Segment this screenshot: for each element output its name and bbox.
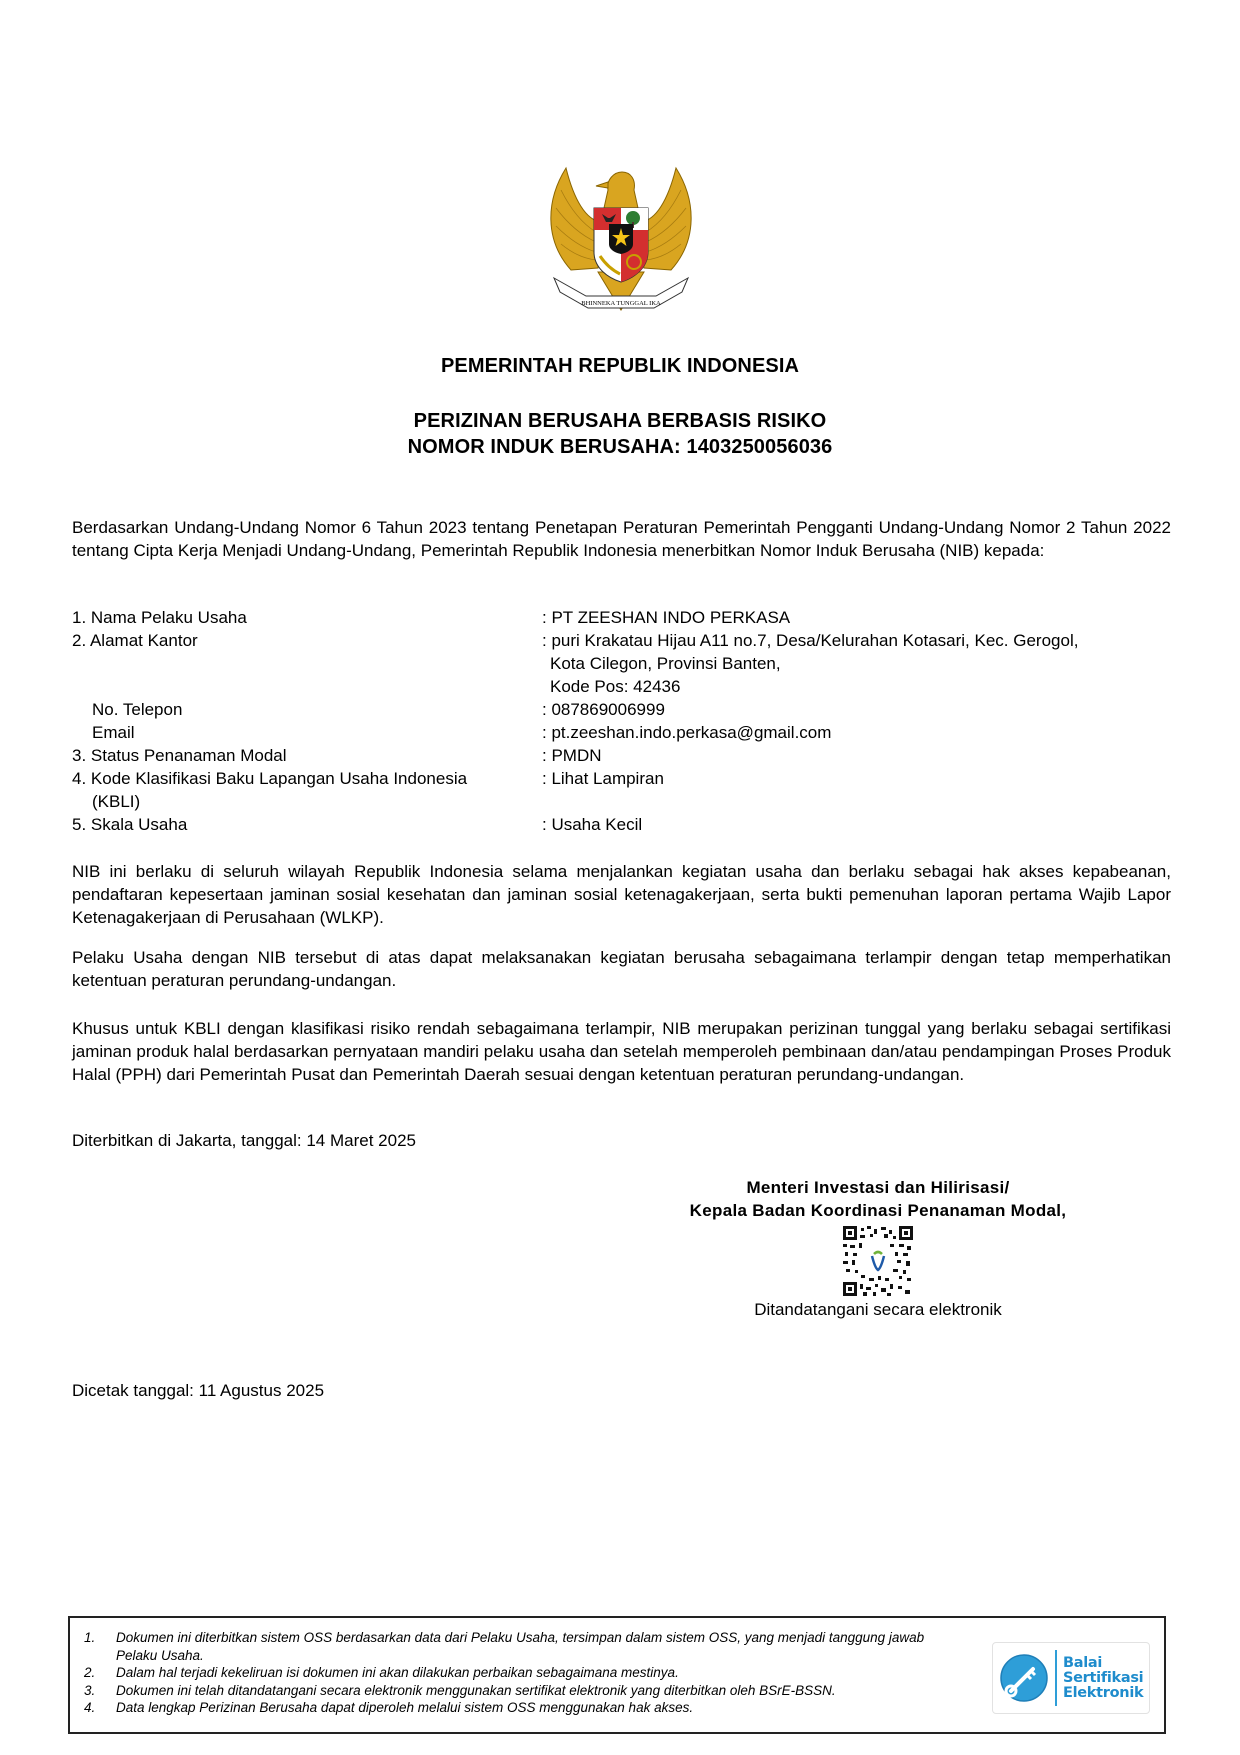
field-row-kbli <box>72 767 1172 813</box>
key-icon <box>999 1653 1049 1703</box>
field-label <box>72 767 542 813</box>
note-text: Data lengkap Perizinan Berusaha dapat diperoleh melalui sistem OSS menggunakan hak akses. <box>116 1700 694 1715</box>
field-value <box>542 629 1172 698</box>
field-value: : PMDN <box>542 746 602 765</box>
note-text-line: Pelaku Usaha. <box>116 1647 204 1663</box>
footer-note <box>84 1699 984 1717</box>
field-row-skala <box>72 813 1172 836</box>
document-title: PERIZINAN BERUSAHA BERBASIS RISIKO <box>413 410 827 432</box>
field-value: : pt.zeeshan.indo.perkasa@gmail.com <box>542 723 832 742</box>
field-row-email <box>72 721 1172 744</box>
electronic-signature-note: Ditandatangani secara elektronik <box>754 1300 1002 1319</box>
bsre-text-line: Elektronik <box>1063 1684 1144 1701</box>
note-text: Dokumen ini telah ditandatangani secara elektronik menggunakan sertifikat elektronik yang diterbitkan oleh BSrE-BSSN. <box>116 1682 836 1698</box>
note-text: Dalam hal terjadi kekeliruan isi dokumen ini akan dilakukan perbaikan sebagaimana mestinya. <box>116 1665 679 1680</box>
qr-code-icon <box>843 1226 913 1296</box>
business-activity-paragraph: Pelaku Usaha dengan NIB tersebut di atas dapat melaksanakan kegiatan berusaha sebagaimana terlampir dengan tetap memperhatikan ketentuan peraturan perundang-undangan. <box>72 948 1171 990</box>
field-row-nama <box>72 606 1172 629</box>
footer-notes-list <box>84 1629 984 1717</box>
bsre-text-line: Sertifikasi <box>1063 1669 1144 1686</box>
logo-divider <box>1055 1650 1057 1706</box>
business-info-list <box>72 606 1172 836</box>
signatory-role-line2: Kepala Badan Koordinasi Penanaman Modal, <box>689 1201 1067 1220</box>
field-value: : Lihat Lampiran <box>542 769 664 788</box>
field-label: No. Telepon <box>92 700 183 719</box>
field-label: 3. Status Penanaman Modal <box>72 746 287 765</box>
field-value: : PT ZEESHAN INDO PERKASA <box>542 608 791 627</box>
note-number: 4. <box>84 1700 96 1715</box>
bsre-logo <box>992 1642 1150 1714</box>
address-line: Kode Pos: 42436 <box>550 677 681 696</box>
halal-certification-paragraph: Khusus untuk KBLI dengan klasifikasi risiko rendah sebagaimana terlampir, NIB merupakan perizinan tunggal yang berlaku sebagai sertifikasi jaminan produk halal berdasarkan pernyataan mandiri pelaku usaha dan setelah memperoleh pembinaan dan/atau pendampingan Proses Produk Halal (PPH) dari Pemerintah Pusat dan Pemerintah Daerah sesuai dengan ketentuan peraturan perundang-undangan. <box>72 1019 1171 1084</box>
address-line: : puri Krakatau Hijau A11 no.7, Desa/Kelurahan Kotasari, Kec. Gerogol, <box>542 631 1079 650</box>
field-row-status <box>72 744 1172 767</box>
garuda-emblem-icon <box>536 160 706 318</box>
note-number: 1. <box>84 1630 96 1645</box>
intro-paragraph: Berdasarkan Undang-Undang Nomor 6 Tahun 2023 tentang Penetapan Peraturan Pemerintah Pengganti Undang-Undang Nomor 2 Tahun 2022 tentang Cipta Kerja Menjadi Undang-Undang, Pemerintah Republik Indonesia menerbitkan Nomor Induk Berusaha (NIB) kepada: <box>72 518 1171 560</box>
bsre-text-line: Balai <box>1063 1654 1103 1671</box>
signatory-role-line1: Menteri Investasi dan Hilirisasi/ <box>746 1178 1010 1197</box>
note-text-line: Dokumen ini diterbitkan sistem OSS berdasarkan data dari Pelaku Usaha, tersimpan dalam sistem OSS, yang menjadi tanggung jawab <box>116 1630 925 1645</box>
note-text <box>116 1629 924 1664</box>
footer-notes-box <box>68 1616 1166 1734</box>
footer-note <box>84 1629 984 1664</box>
field-label: 2. Alamat Kantor <box>72 631 198 650</box>
emblem-motto: BHINNEKA TUNGGAL IKA <box>581 300 661 307</box>
field-label: 1. Nama Pelaku Usaha <box>72 608 247 627</box>
field-label: 5. Skala Usaha <box>72 815 188 834</box>
note-number: 3. <box>84 1682 96 1698</box>
field-label-line: (KBLI) <box>92 792 141 811</box>
field-label-line: 4. Kode Klasifikasi Baku Lapangan Usaha Indonesia <box>72 769 468 788</box>
nib-validity-paragraph: NIB ini berlaku di seluruh wilayah Republik Indonesia selama menjalankan kegiatan usaha dan berlaku sebagai hak akses kepabeanan, pendaftaran kepesertaan jaminan sosial kesehatan dan jaminan sosial ketenagakerjaan, serta bukti pemenuhan laporan pertama Wajib Lapor Ketenagakerjaan di Perusahaan (WLKP). <box>72 862 1171 927</box>
field-value: : Usaha Kecil <box>542 815 643 834</box>
address-line: Kota Cilegon, Provinsi Banten, <box>550 654 781 673</box>
signature-block <box>660 1176 1096 1320</box>
field-row-alamat <box>72 629 1172 698</box>
bsre-logo-text <box>1063 1656 1143 1701</box>
footer-note <box>84 1682 984 1700</box>
field-label: Email <box>92 723 135 742</box>
nib-number-heading: NOMOR INDUK BERUSAHA: 1403250056036 <box>407 436 833 458</box>
government-heading: PEMERINTAH REPUBLIK INDONESIA <box>440 355 800 377</box>
field-row-telepon <box>72 698 1172 721</box>
field-value: : 087869006999 <box>542 700 665 719</box>
printed-date: Dicetak tanggal: 11 Agustus 2025 <box>72 1381 325 1400</box>
note-number: 2. <box>84 1665 96 1680</box>
footer-note <box>84 1664 984 1682</box>
issued-date: Diterbitkan di Jakarta, tanggal: 14 Maret 2025 <box>72 1131 416 1150</box>
